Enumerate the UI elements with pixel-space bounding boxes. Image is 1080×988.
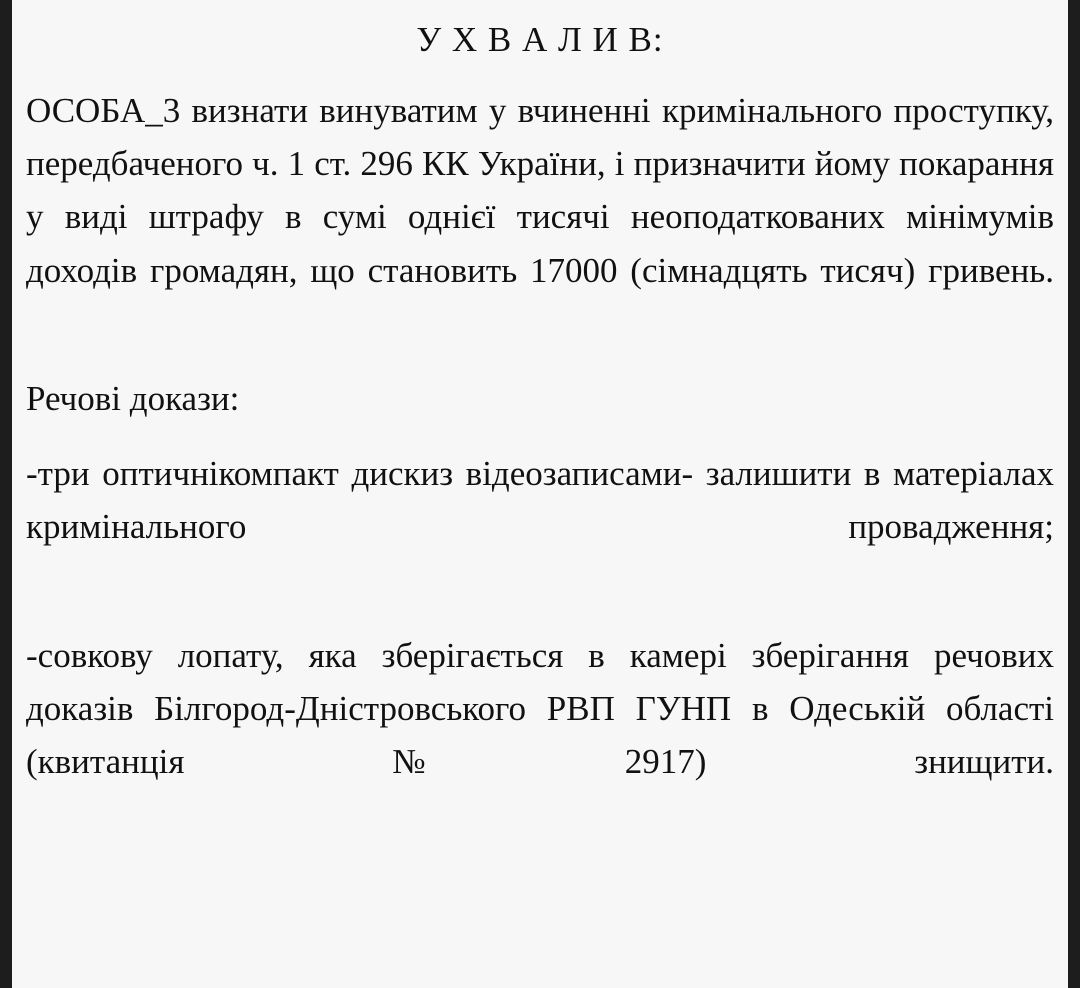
page-title: У Х В А Л И В: (416, 20, 664, 59)
paragraph-evidence-shovel: -совкову лопату, яка зберігається в камері зберігання речових доказів Білгород-Дністровського РВП ГУНП в Одеській області (квитанція №2917) знищити. (26, 635, 1054, 782)
paragraph-evidence-discs: -три оптичнікомпакт дискиз відеозаписами- залишити в матеріалах кримінального провадження; (26, 454, 1054, 547)
clipped-previous-line (26, 0, 1054, 14)
paragraph-verdict: ОСОБА_3 визнати винуватим у вчиненні кримінального проступку, передбаченого ч. 1 ст. 296 КК України, і призначити йому покарання у виді штрафу в сумі однієї тисячі неоподаткованих мінімумів доходів громадян, що становить 17000 (сімнадцять тисяч) гривень. (26, 91, 1054, 290)
page-left-edge-rail (0, 0, 12, 988)
document-text-body (12, 0, 1068, 988)
page-right-edge-rail (1068, 0, 1080, 988)
paragraph-evidence-label: Речові докази: (26, 378, 240, 418)
